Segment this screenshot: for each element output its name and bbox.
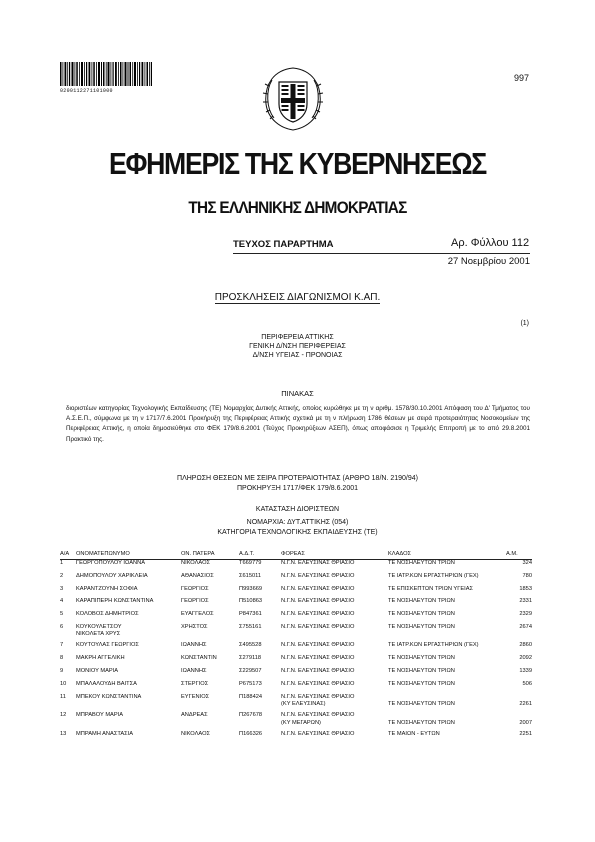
klados-cell-line: ΤΕ ΝΟΣΗΛΕΥΤΩΝ ΤΡΙΩΝ bbox=[388, 719, 455, 726]
table-header-row bbox=[60, 549, 532, 560]
am-cell bbox=[506, 624, 532, 643]
am-cell bbox=[506, 655, 532, 668]
item-number: (1) bbox=[520, 320, 529, 327]
name-cell bbox=[76, 642, 181, 655]
father-cell: ΚΩΝΣΤΑΝΤΙΝ bbox=[181, 655, 217, 662]
adt-cell: Σ229507 bbox=[239, 668, 262, 675]
am-cell-line: 1853 bbox=[519, 585, 532, 592]
table-row bbox=[60, 681, 532, 694]
name-cell bbox=[76, 731, 181, 744]
adt-cell: Τ669779 bbox=[239, 560, 262, 566]
row-number-cell: 10 bbox=[60, 680, 67, 687]
pliroses-line-2: ΠΡΟΚΗΡΥΞΗ 1717/ΦΕΚ 179/8.6.2001 bbox=[236, 485, 359, 492]
issue-date: 27 Νοεμβρίου 2001 bbox=[447, 256, 530, 267]
klados-cell-line: ΤΕ ΝΟΣΗΛΕΥΤΩΝ ΤΡΙΩΝ bbox=[388, 655, 455, 662]
foreas-cell-line: Ν.Γ.Ν. ΕΛΕΥΣΙΝΑΣ ΘΡΙΑΣΙΟ bbox=[281, 668, 355, 675]
name-cell bbox=[76, 624, 181, 643]
name-cell-line: ΚΟΛΟΒΟΣ ΔΗΜΗΤΡΙΟΣ bbox=[76, 611, 139, 618]
table-row bbox=[60, 624, 532, 643]
gazette-title: ΕΦΗΜΕΡΙΣ ΤΗΣ ΚΥΒΕΡΝΗΣΕΩΣ bbox=[108, 146, 487, 181]
table-row bbox=[60, 611, 532, 624]
table-row bbox=[60, 573, 532, 586]
klados-cell-line: ΤΕ ΕΠΙΣΚΕΠΤΩΝ ΤΡΙΩΝ ΥΓΕΙΑΣ bbox=[388, 585, 474, 592]
adt-cell: Π267678 bbox=[239, 712, 263, 719]
klados-cell bbox=[388, 694, 506, 713]
name-cell bbox=[76, 598, 181, 611]
sheet-number: Αρ. Φύλλου 112 bbox=[451, 237, 530, 249]
row-number-cell: 6 bbox=[60, 623, 64, 630]
foreas-cell bbox=[281, 655, 388, 668]
foreas-cell-line: Ν.Γ.Ν. ΕΛΕΥΣΙΝΑΣ ΘΡΙΑΣΙΟ bbox=[281, 623, 355, 630]
header-adt: Α.Δ.Τ. bbox=[239, 549, 281, 560]
am-cell bbox=[506, 681, 532, 694]
issue-label: ΤΕΥΧΟΣ ΠΑΡΑΡΤΗΜΑ bbox=[233, 239, 334, 250]
adt-cell: Σ755161 bbox=[239, 623, 262, 630]
row-number-cell: 12 bbox=[60, 712, 67, 719]
coat-of-arms-emblem bbox=[258, 64, 328, 134]
foreas-cell bbox=[281, 611, 388, 624]
am-cell bbox=[506, 694, 532, 713]
authority-line-3: Δ/ΝΣΗ ΥΓΕΙΑΣ - ΠΡΟΝΟΙΑΣ bbox=[252, 352, 343, 359]
foreas-cell-line: (ΚΥ ΜΕΓΑΡΩΝ) bbox=[281, 719, 321, 726]
foreas-cell bbox=[281, 731, 388, 744]
header-klados: ΚΛΑΔΟΣ bbox=[388, 549, 506, 560]
klados-cell-line: ΤΕ ΙΑΤΡ.ΚΩΝ ΕΡΓΑΣΤΗΡΙΩΝ (ΓΕΧ) bbox=[388, 642, 479, 649]
am-cell-line: 506 bbox=[522, 680, 532, 687]
foreas-cell-line: Ν.Γ.Ν. ΕΛΕΥΣΙΝΑΣ ΘΡΙΑΣΙΟ bbox=[281, 560, 355, 566]
name-cell-line: ΜΠΡΑΜΗ ΑΝΑΣΤΑΣΙΑ bbox=[76, 730, 134, 737]
foreas-cell-line: Ν.Γ.Ν. ΕΛΕΥΣΙΝΑΣ ΘΡΙΑΣΙΟ bbox=[281, 712, 355, 719]
appointees-table bbox=[60, 549, 532, 743]
table-row bbox=[60, 731, 532, 744]
katigoria-line: ΚΑΤΗΓΟΡΙΑ ΤΕΧΝΟΛΟΓΙΚΗΣ ΕΚΠΑΙΔΕΥΣΗΣ (ΤΕ) bbox=[217, 529, 378, 536]
am-cell-line: 2329 bbox=[519, 611, 532, 618]
am-cell bbox=[506, 573, 532, 586]
row-number-cell: 7 bbox=[60, 642, 64, 649]
pliroses-line-1: ΠΛΗΡΩΣΗ ΘΕΣΕΩΝ ΜΕ ΣΕΙΡΑ ΠΡΟΤΕΡΑΙΟΤΗΤΑΣ (ΑΡΘΡΟ 18/Ν. 2190/94) bbox=[177, 475, 418, 482]
table-row bbox=[60, 668, 532, 681]
name-cell-line: ΚΟΥΤΟΥΛΑΣ ΓΕΩΡΓΙΟΣ bbox=[76, 642, 139, 649]
name-cell bbox=[76, 681, 181, 694]
am-cell bbox=[506, 731, 532, 744]
adt-cell: Π993669 bbox=[239, 585, 263, 592]
am-cell bbox=[506, 668, 532, 681]
father-cell: ΕΥΓΕΝΙΟΣ bbox=[181, 693, 210, 700]
am-cell bbox=[506, 586, 532, 599]
spacer bbox=[388, 694, 506, 701]
foreas-cell-line: Ν.Γ.Ν. ΕΛΕΥΣΙΝΑΣ ΘΡΙΑΣΙΟ bbox=[281, 585, 355, 592]
name-cell-line: ΜΟΝΙΟΥ ΜΑΡΙΑ bbox=[76, 668, 119, 675]
name-cell-line: ΓΕΩΡΓΟΠΟΥΛΟΥ ΙΩΑΝΝΑ bbox=[76, 560, 146, 566]
am-cell-line: 1339 bbox=[519, 668, 532, 675]
klados-cell-line: ΤΕ ΝΟΣΗΛΕΥΤΩΝ ΤΡΙΩΝ bbox=[388, 598, 455, 605]
gazette-subtitle: ΤΗΣ ΕΛΛΗΝΙΚΗΣ ΔΗΜΟΚΡΑΤΙΑΣ bbox=[188, 198, 407, 217]
spacer bbox=[388, 712, 506, 719]
name-cell-line: ΔΗΜΟΠΟΥΛΟΥ ΧΑΡΙΚΛΕΙΑ bbox=[76, 572, 148, 579]
adt-cell: Ρ847361 bbox=[239, 611, 262, 618]
barcode bbox=[60, 62, 152, 86]
foreas-cell bbox=[281, 642, 388, 655]
klados-cell-line: ΤΕ ΝΟΣΗΛΕΥΤΩΝ ΤΡΙΩΝ bbox=[388, 560, 455, 566]
name-cell-line: ΚΑΡΑΝΤΖΟΥΝΗ ΣΟΦΙΑ bbox=[76, 585, 138, 592]
section-title: ΠΡΟΣΚΛΗΣΕΙΣ ΔΙΑΓΩΝΙΣΜΟΙ Κ.ΑΠ. bbox=[214, 292, 381, 303]
spacer bbox=[506, 694, 532, 701]
name-cell-line: ΚΟΥΚΟΥΛΕΤΣΟΥ bbox=[76, 623, 122, 630]
header-name: ΟΝΟΜΑΤΕΠΩΝΥΜΟ bbox=[76, 549, 181, 560]
adt-cell: Ρ675173 bbox=[239, 680, 262, 687]
header-father: ΟΝ. ΠΑΤΕΡΑ bbox=[181, 549, 239, 560]
father-cell: ΙΩΑΝΝΗΣ bbox=[181, 668, 207, 675]
adt-cell: Π166326 bbox=[239, 730, 263, 737]
foreas-cell bbox=[281, 598, 388, 611]
foreas-cell-line: Ν.Γ.Ν. ΕΛΕΥΣΙΝΑΣ ΘΡΙΑΣΙΟ bbox=[281, 680, 355, 687]
page-number: 997 bbox=[513, 73, 529, 83]
name-cell bbox=[76, 655, 181, 668]
adt-cell: Σ615011 bbox=[239, 572, 262, 579]
katastasi-title: ΚΑΤΑΣΤΑΣΗ ΔΙΟΡΙΣΤΕΩΝ bbox=[255, 506, 340, 513]
am-cell bbox=[506, 560, 532, 573]
row-number-cell: 2 bbox=[60, 572, 64, 579]
foreas-cell bbox=[281, 712, 388, 731]
klados-cell bbox=[388, 560, 506, 573]
am-cell bbox=[506, 598, 532, 611]
name-cell bbox=[76, 668, 181, 681]
am-cell-line: 2261 bbox=[519, 701, 532, 708]
name-cell bbox=[76, 611, 181, 624]
pinakas-title: ΠΙΝΑΚΑΣ bbox=[281, 389, 314, 398]
foreas-cell bbox=[281, 624, 388, 643]
row-number-cell: 11 bbox=[60, 693, 66, 700]
klados-cell bbox=[388, 611, 506, 624]
row-number-cell: 3 bbox=[60, 585, 64, 592]
header-rule bbox=[233, 253, 530, 254]
father-cell: ΕΥΑΓΓΕΛΟΣ bbox=[181, 611, 214, 618]
klados-cell bbox=[388, 681, 506, 694]
father-cell: ΑΘΑΝΑΣΙΟΣ bbox=[181, 572, 214, 579]
father-cell: ΓΕΩΡΓΙΟΣ bbox=[181, 598, 209, 605]
father-cell: ΣΤΕΡΓΙΟΣ bbox=[181, 680, 209, 687]
am-cell-line: 324 bbox=[522, 560, 532, 566]
klados-cell-line: ΤΕ ΝΟΣΗΛΕΥΤΩΝ ΤΡΙΩΝ bbox=[388, 680, 455, 687]
header-aa: Α/Α bbox=[60, 549, 76, 560]
adt-cell: Π188424 bbox=[239, 693, 263, 700]
row-number-cell: 13 bbox=[60, 730, 67, 737]
table-row bbox=[60, 598, 532, 611]
am-cell-line: 2674 bbox=[519, 623, 532, 630]
table-row bbox=[60, 586, 532, 599]
father-cell: ΝΙΚΟΛΑΟΣ bbox=[181, 730, 211, 737]
foreas-cell bbox=[281, 694, 388, 713]
klados-cell bbox=[388, 573, 506, 586]
name-cell-line: ΜΠΕΚΟΥ ΚΩΝΣΤΑΝΤΙΝΑ bbox=[76, 693, 142, 700]
row-number-cell: 8 bbox=[60, 655, 64, 662]
am-cell-line: 780 bbox=[522, 572, 532, 579]
am-cell bbox=[506, 642, 532, 655]
klados-cell bbox=[388, 624, 506, 643]
adt-cell: Σ495528 bbox=[239, 642, 262, 649]
foreas-cell-line: Ν.Γ.Ν. ΕΛΕΥΣΙΝΑΣ ΘΡΙΑΣΙΟ bbox=[281, 655, 355, 662]
table-row bbox=[60, 712, 532, 731]
klados-cell-line: ΤΕ ΝΟΣΗΛΕΥΤΩΝ ΤΡΙΩΝ bbox=[388, 668, 455, 675]
klados-cell bbox=[388, 668, 506, 681]
klados-cell-line: ΤΕ ΝΟΣΗΛΕΥΤΩΝ ΤΡΙΩΝ bbox=[388, 611, 455, 618]
adt-cell: Σ279118 bbox=[239, 655, 262, 662]
name-cell bbox=[76, 560, 181, 573]
name-cell-line: ΝΙΚΟΛΕΤΑ ΧΡΥΣ bbox=[76, 631, 121, 638]
klados-cell-line: ΤΕ ΝΟΣΗΛΕΥΤΩΝ ΤΡΙΩΝ bbox=[388, 701, 455, 708]
name-cell-line: ΜΠΡΑΒΟΥ ΜΑΡΙΑ bbox=[76, 712, 124, 719]
name-cell bbox=[76, 586, 181, 599]
name-cell-line: ΜΠΑΛΑΛΟΥΔΗ ΒΑΙΤΣΑ bbox=[76, 680, 137, 687]
am-cell bbox=[506, 611, 532, 624]
foreas-cell-line: Ν.Γ.Ν. ΕΛΕΥΣΙΝΑΣ ΘΡΙΑΣΙΟ bbox=[281, 572, 355, 579]
father-cell: ΧΡΗΣΤΟΣ bbox=[181, 623, 208, 630]
spacer bbox=[506, 712, 532, 719]
father-cell: ΝΙΚΟΛΑΟΣ bbox=[181, 560, 211, 566]
table-row bbox=[60, 560, 532, 573]
foreas-cell bbox=[281, 560, 388, 573]
pinakas-text: διοριστέων κατηγορίας Τεχνολογικής Εκπαίδευσης (ΤΕ) Νομαρχίας Δυτικής Αττικής, οποίος κυρώθηκε με τη ν αριθμ. 1578/30.10.2001 Απόφαση του Δ' Τμήματος του Α.Σ.Ε.Π., σύμφωνα με τη ν 1717/7.6.2001 Προκήρυξη της Περιφέρειας Αττικής σχετικά με τη ν πλήρωση 1786 θέσεων με σειρά προτεραιότητας Νοσοκομείων της Περιφέρειας Αττικής, η οποία δημοσιεύθηκε στο ΦΕΚ 179/8.6.2001 (Τεύχος Προκηρύξεων ΑΣΕΠ), όπως αποφάσισε η Τριμελής Επιτροπή με το από 29.8.2001 Πρακτικό της. bbox=[66, 405, 530, 443]
foreas-cell-line: Ν.Γ.Ν. ΕΛΕΥΣΙΝΑΣ ΘΡΙΑΣΙΟ bbox=[281, 642, 355, 649]
foreas-cell-line: Ν.Γ.Ν. ΕΛΕΥΣΙΝΑΣ ΘΡΙΑΣΙΟ bbox=[281, 611, 355, 618]
klados-cell-line: ΤΕ ΙΑΤΡ.ΚΩΝ ΕΡΓΑΣΤΗΡΙΩΝ (ΓΕΧ) bbox=[388, 572, 479, 579]
table-row bbox=[60, 642, 532, 655]
foreas-cell bbox=[281, 681, 388, 694]
am-cell-line: 2331 bbox=[519, 598, 532, 605]
name-cell bbox=[76, 712, 181, 731]
adt-cell: Π510863 bbox=[239, 598, 263, 605]
row-number-cell: 1 bbox=[60, 560, 64, 566]
table-row bbox=[60, 694, 532, 713]
row-number-cell: 4 bbox=[60, 598, 64, 605]
header-foreas: ΦΟΡΕΑΣ bbox=[281, 549, 388, 560]
am-cell-line: 2860 bbox=[519, 642, 532, 649]
klados-cell-line: ΤΕ ΜΑΙΩΝ - ΕΥΤΩΝ bbox=[388, 730, 440, 737]
name-cell-line: ΚΑΡΑΠΙΠΕΡΗ ΚΩΝΣΤΑΝΤΙΝΑ bbox=[76, 598, 154, 605]
klados-cell bbox=[388, 598, 506, 611]
name-cell bbox=[76, 573, 181, 586]
name-cell bbox=[76, 694, 181, 713]
name-cell-line: ΜΑΚΡΗ ΑΓΓΕΛΙΚΗ bbox=[76, 655, 125, 662]
table-row bbox=[60, 655, 532, 668]
header-am: Α.Μ. bbox=[506, 549, 532, 560]
row-number-cell: 5 bbox=[60, 611, 64, 618]
klados-cell bbox=[388, 731, 506, 744]
father-cell: ΙΩΑΝΝΗΣ bbox=[181, 642, 207, 649]
nomarxia-line: ΝΟΜΑΡΧΙΑ: ΔΥΤ.ΑΤΤΙΚΗΣ (054) bbox=[246, 519, 349, 526]
barcode-number: 0200112271101000 bbox=[60, 88, 113, 94]
klados-cell bbox=[388, 655, 506, 668]
father-cell: ΑΝΔΡΕΑΣ bbox=[181, 712, 208, 719]
authority-line-2: ΓΕΝΙΚΗ Δ/ΝΣΗ ΠΕΡΙΦΕΡΕΙΑΣ bbox=[249, 343, 346, 350]
authority-line-1: ΠΕΡΙΦΕΡΕΙΑ ΑΤΤΙΚΗΣ bbox=[261, 334, 334, 341]
am-cell bbox=[506, 712, 532, 731]
foreas-cell bbox=[281, 573, 388, 586]
foreas-cell-line: (ΚΥ ΕΛΕΥΣΙΝΑΣ) bbox=[281, 701, 326, 708]
klados-cell bbox=[388, 586, 506, 599]
klados-cell bbox=[388, 642, 506, 655]
klados-cell-line: ΤΕ ΝΟΣΗΛΕΥΤΩΝ ΤΡΙΩΝ bbox=[388, 623, 455, 630]
klados-cell bbox=[388, 712, 506, 731]
am-cell-line: 2007 bbox=[519, 719, 532, 726]
am-cell-line: 2092 bbox=[519, 655, 532, 662]
row-number-cell: 9 bbox=[60, 668, 64, 675]
foreas-cell-line: Ν.Γ.Ν. ΕΛΕΥΣΙΝΑΣ ΘΡΙΑΣΙΟ bbox=[281, 730, 355, 737]
am-cell-line: 2251 bbox=[519, 730, 532, 737]
foreas-cell-line: Ν.Γ.Ν. ΕΛΕΥΣΙΝΑΣ ΘΡΙΑΣΙΟ bbox=[281, 598, 355, 605]
foreas-cell bbox=[281, 586, 388, 599]
foreas-cell-line: Ν.Γ.Ν. ΕΛΕΥΣΙΝΑΣ ΘΡΙΑΣΙΟ bbox=[281, 693, 355, 700]
father-cell: ΓΕΩΡΓΙΟΣ bbox=[181, 585, 209, 592]
foreas-cell bbox=[281, 668, 388, 681]
